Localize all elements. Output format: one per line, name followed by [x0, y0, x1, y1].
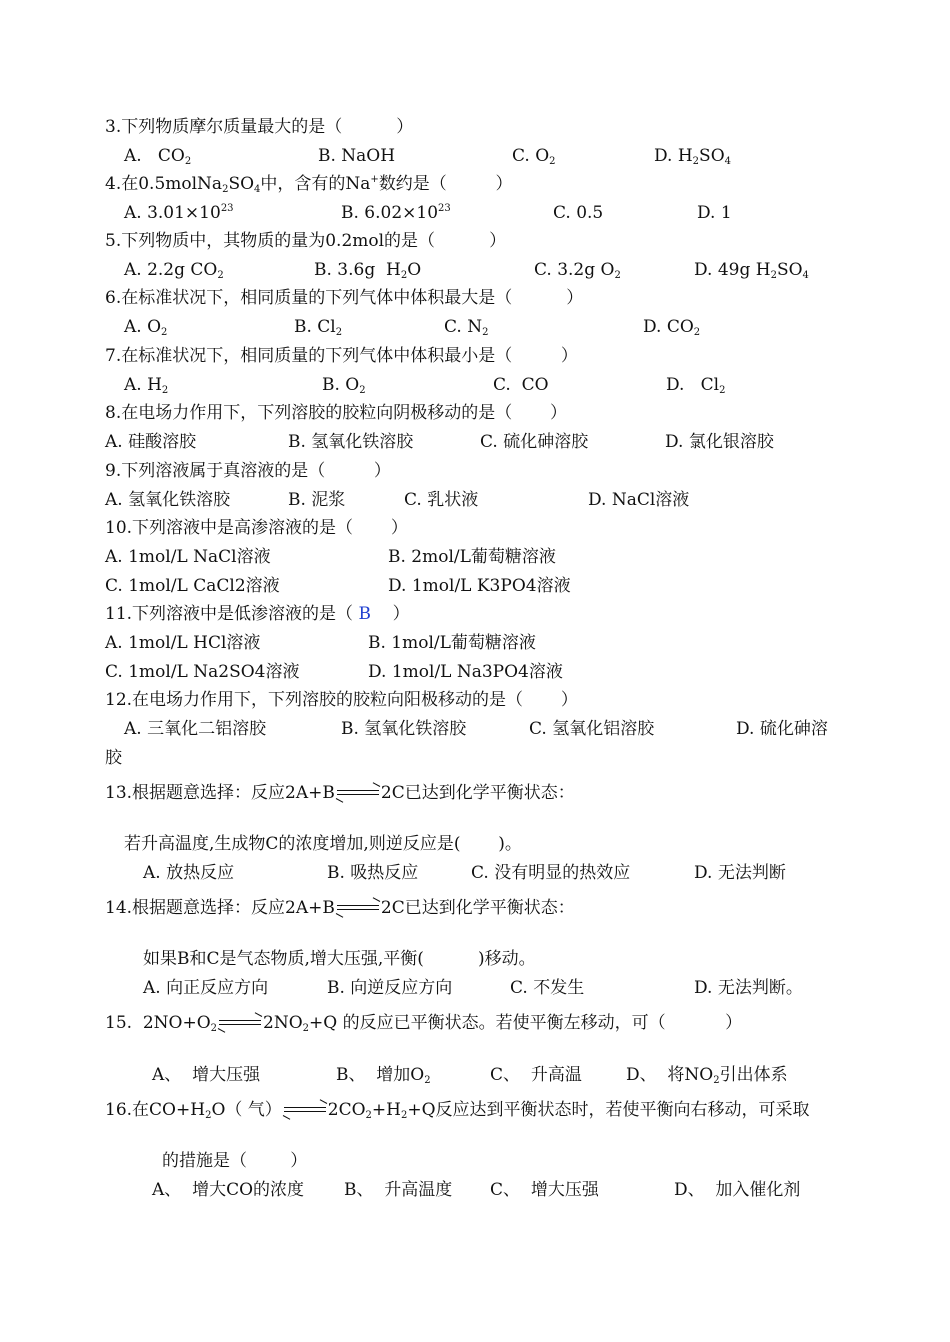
- q3-option-a: A. $CO_2$: [124, 146, 192, 167]
- q8-option-c: C. 硫化砷溶胶: [480, 432, 589, 452]
- q12-option-d-wrap: 胶: [105, 748, 122, 768]
- q4-option-b: B. $6.02\times 10^{23}$: [341, 203, 451, 223]
- question-6-stem: 6.在标准状况下，相同质量的下列气体中体积最大是（ ）: [105, 288, 584, 308]
- question-16-stem: 16.在$CO+H_2O$（ 气） $2CO_2+H_2+Q$反应达到平衡状态时，若使平衡向右移动，可采取: [105, 1097, 810, 1121]
- question-11-stem: 11.下列溶液中是低渗溶液的是（ B ）: [105, 604, 410, 624]
- q15-option-d: D、 将$NO_2$引出体系: [626, 1065, 788, 1086]
- q11-option-a: A. 1mol/L HCl溶液: [105, 633, 261, 653]
- q4-option-c: C. 0.5: [553, 203, 604, 223]
- q10-option-d: D. 1mol/L K3PO4溶液: [388, 576, 571, 596]
- q13-option-a: A. 放热反应: [143, 863, 235, 883]
- q12-option-b: B. 氢氧化铁溶胶: [341, 719, 467, 739]
- q7-option-c: C. CO: [493, 375, 549, 395]
- q5-option-c: C. 3.2g $O_2$: [534, 260, 621, 281]
- q10-option-c: C. 1mol/L CaCl2溶液: [105, 576, 280, 596]
- question-13-stem: 13.根据题意选择：反应2A+B 2C已达到化学平衡状态：: [105, 780, 575, 804]
- q9-option-c: C. 乳状液: [404, 490, 479, 510]
- q16-option-a: A、 增大CO的浓度: [152, 1180, 305, 1200]
- q4-option-a: A. $3.01\times 10^{23}$: [124, 203, 234, 223]
- q5-option-d: D. 49g $H_2SO_4$: [694, 260, 809, 281]
- q14-option-c: C. 不发生: [510, 978, 585, 998]
- question-10-stem: 10.下列溶液中是高渗溶液的是（ ）: [105, 518, 408, 538]
- q7-option-b: B. $O_2$: [322, 375, 366, 396]
- question-5-stem: 5.下列物质中，其物质的量为0.2mol的是（ ）: [105, 231, 507, 251]
- equilibrium-arrow-icon: [335, 895, 381, 915]
- q16-option-b: B、 升高温度: [344, 1180, 453, 1200]
- q12-option-a: A. 三氧化二铝溶胶: [124, 719, 267, 739]
- q14-option-d: D. 无法判断。: [694, 978, 803, 998]
- q3-option-c: C. $O_2$: [512, 146, 556, 167]
- q3-option-b: B. NaOH: [318, 146, 396, 166]
- q8-option-b: B. 氢氧化铁溶胶: [288, 432, 414, 452]
- q13-option-d: D. 无法判断: [694, 863, 786, 883]
- q14-option-b: B. 向逆反应方向: [327, 978, 453, 998]
- q3-option-d: D. $H_2SO_4$: [654, 146, 732, 167]
- q8-option-a: A. 硅酸溶胶: [105, 432, 197, 452]
- q4-option-d: D. 1: [697, 203, 732, 223]
- q6-option-a: A. $O_2$: [124, 317, 168, 338]
- equilibrium-arrow-icon: [217, 1010, 263, 1030]
- answer-mark: B: [358, 604, 371, 624]
- question-9-stem: 9.下列溶液属于真溶液的是（ ）: [105, 461, 391, 481]
- q12-option-d: D. 硫化砷溶: [736, 719, 828, 739]
- q14-option-a: A. 向正反应方向: [143, 978, 269, 998]
- q11-option-c: C. 1mol/L Na2SO4溶液: [105, 662, 300, 682]
- question-3-stem: 3.下列物质摩尔质量最大的是（ ）: [105, 117, 414, 137]
- q6-option-d: D. $CO_2$: [643, 317, 701, 338]
- question-12-stem: 12.在电场力作用下，下列溶胶的胶粒向阳极移动的是（ ）: [105, 690, 578, 710]
- q16-continuation: 的措施是（ ）: [162, 1151, 308, 1171]
- q9-option-b: B. 泥浆: [288, 490, 346, 510]
- q11-option-d: D. 1mol/L Na3PO4溶液: [368, 662, 563, 682]
- q5-option-b: B. 3.6g $H_2O$: [314, 260, 422, 281]
- equilibrium-arrow-icon: [282, 1097, 328, 1117]
- question-8-stem: 8.在电场力作用下，下列溶胶的胶粒向阴极移动的是（ ）: [105, 403, 568, 423]
- q15-option-a: A、 增大压强: [152, 1065, 261, 1085]
- q6-option-c: C. $N_2$: [444, 317, 489, 338]
- q13-condition: 若升高温度,生成物C的浓度增加,则逆反应是( )。: [124, 834, 522, 854]
- q11-option-b: B. 1mol/L葡萄糖溶液: [368, 633, 536, 653]
- q12-option-c: C. 氢氧化铝溶胶: [529, 719, 655, 739]
- question-7-stem: 7.在标准状况下，相同质量的下列气体中体积最小是（ ）: [105, 346, 578, 366]
- q9-option-a: A. 氢氧化铁溶胶: [105, 490, 231, 510]
- question-14-stem: 14.根据题意选择：反应2A+B 2C已达到化学平衡状态：: [105, 895, 575, 919]
- q16-option-d: D、 加入催化剂: [674, 1180, 801, 1200]
- q14-condition: 如果B和C是气态物质,增大压强,平衡( )移动。: [143, 949, 536, 969]
- q7-option-d: D. $Cl_2$: [666, 375, 726, 396]
- q13-option-c: C. 没有明显的热效应: [471, 863, 631, 883]
- q16-option-c: C、 增大压强: [490, 1180, 599, 1200]
- q15-option-b: B、 增加$O_2$: [336, 1065, 431, 1086]
- q9-option-d: D. NaCl溶液: [588, 490, 690, 510]
- q13-option-b: B. 吸热反应: [327, 863, 419, 883]
- q5-option-a: A. 2.2g $CO_2$: [124, 260, 224, 281]
- q6-option-b: B. $Cl_2$: [294, 317, 343, 338]
- q10-option-b: B. 2mol/L葡萄糖溶液: [388, 547, 556, 567]
- question-4-stem: 4.在$0.5molNa_2SO_4$中，含有的Na+数约是（ ）: [105, 174, 513, 195]
- q15-option-c: C、 升高温: [490, 1065, 582, 1085]
- q7-option-a: A. $H_2$: [124, 375, 169, 396]
- equilibrium-arrow-icon: [335, 780, 381, 800]
- q8-option-d: D. 氯化银溶胶: [665, 432, 774, 452]
- question-15-stem: 15. $2NO+O_2$ $2NO_2+Q$ 的反应已平衡状态。若使平衡左移动，可（ ）: [105, 1010, 742, 1034]
- q10-option-a: A. 1mol/L NaCl溶液: [105, 547, 271, 567]
